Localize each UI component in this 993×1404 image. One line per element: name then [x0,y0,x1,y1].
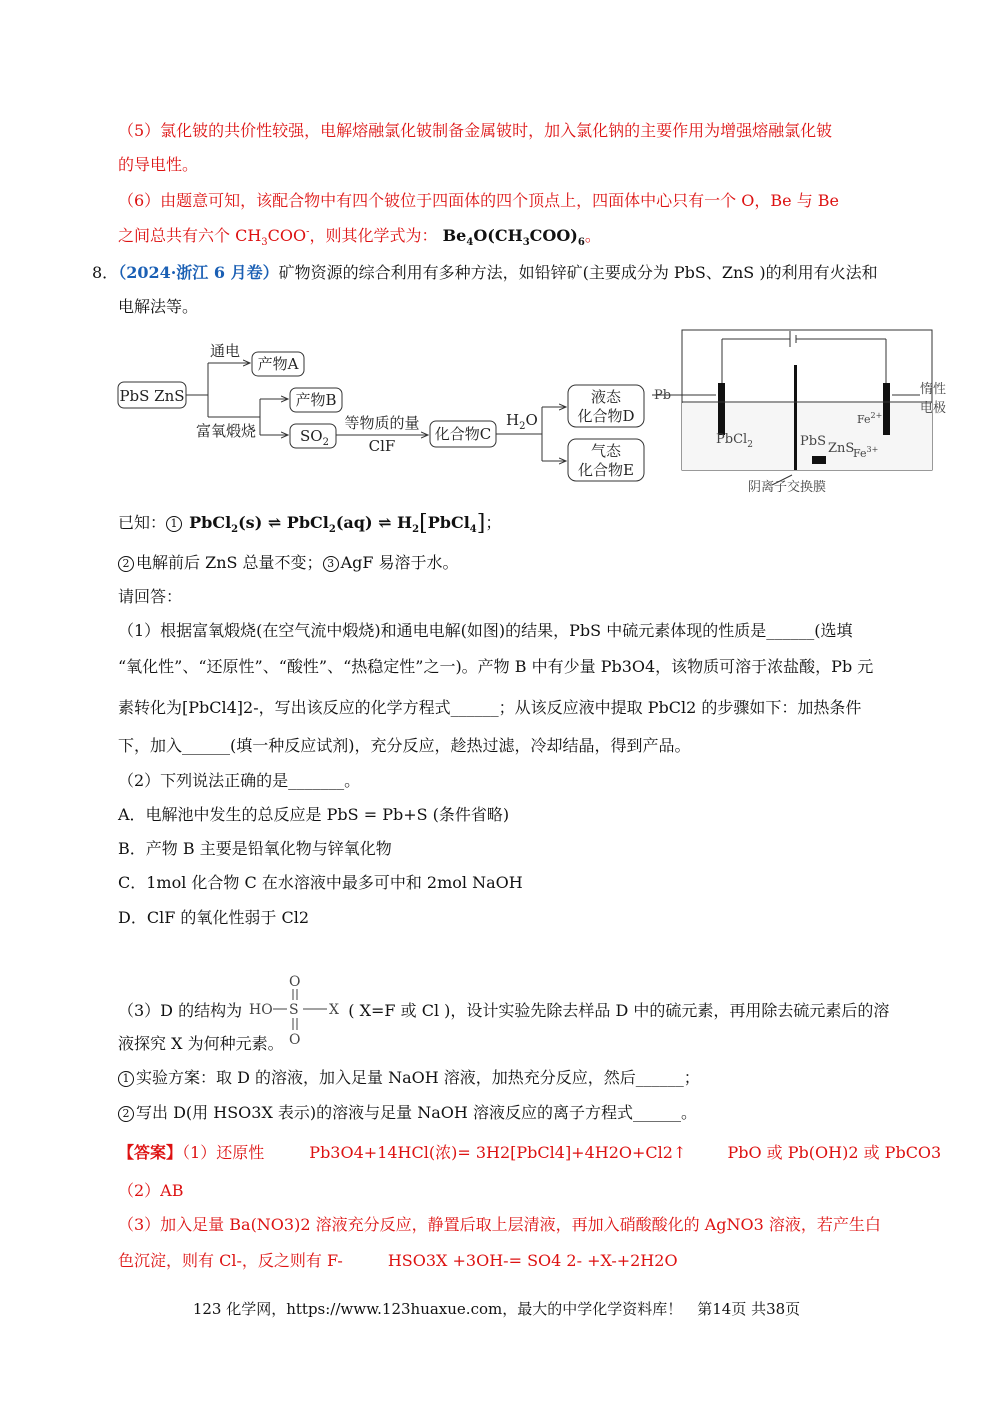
q1-line2: “氧化性”、“还原性”、“酸性”、“热稳定性”之一)。产物 B 中有少量 Pb3O4，该物质可溶于浓盐酸，Pb 元 [118,657,874,676]
answer-3-equation: HSO3X +3OH-= SO4 2- +X-+2H2O [387,1251,678,1270]
process-flowchart [110,335,655,485]
svg-text:H2O: $H_2O$ [506,411,538,432]
q1-line3: 素转化为[PbCl4]2-，写出该反应的化学方程式______；从该反应液中提取 PbCl2 的步骤如下：加热条件 [118,698,862,717]
q1-line1: （1）根据富氧煅烧(在空气流中煅烧)和通电电解(如图)的结果，PbS 中硫元素体现的性质是______(选填 [118,621,853,640]
flow-compoundC-label: 化合物C [434,425,492,443]
cell-pb-label: Pb [654,388,672,403]
svg-text:Fe2+: $Fe^{2+}$ [857,411,883,426]
flow-roast-label: 富氧煅烧 [196,422,257,440]
cell-fe3-label: Fe [853,447,867,460]
answer-1-alt: PbO 或 Pb(OH)2 或 PbCO3 [727,1143,942,1162]
known-item2: 电解前后 ZnS 总量不变； [136,553,323,572]
flow-start-label: PbS ZnS [119,387,185,405]
q2-option-b: B．产物 B 主要是铅氧化物与锌氧化物 [118,839,392,858]
answer-6-line1: （6）由题意可知，该配合物中有四个铍位于四面体的四个顶点上，四面体中心只有一个 O，Be 与 Be [118,191,840,210]
q3-step1-text: 实验方案：取 D 的溶液，加入足量 NaOH 溶液，加热充分反应，然后______； [136,1068,700,1087]
cell-fe2-label: Fe [857,413,871,426]
q2-option-a: A．电解池中发生的总反应是 PbS = Pb+S (条件省略) [118,805,510,824]
q3-post: ( X=F 或 Cl )，设计实验先除去样品 D 中的硫元素，再用除去硫元素后的溶 [348,1001,890,1020]
answer-3-line1: （3）加入足量 Ba(NO3)2 溶液充分反应，静置后取上层清液，再加入硝酸酸化的 AgNO3 溶液，若产生白 [118,1215,881,1234]
struct-s: S [289,1002,299,1018]
flow-gasE-line2: 化合物E [578,461,634,479]
cell-inert-line1: 惰性 [920,382,947,397]
cell-pbs-label: PbS [800,434,826,449]
q3-step1: 1 实验方案：取 D 的溶液，加入足量 NaOH 溶液，加热充分反应，然后______； [118,1067,700,1089]
q2-option-d: D．ClF 的氧化性弱于 Cl2 [118,908,310,927]
q2-stem: （2）下列说法正确的是_______。 [118,771,361,790]
answer-line1 [118,1142,941,1164]
q3-pre: （3）D 的结构为 [118,1001,243,1020]
ask-line: 请回答： [118,587,183,606]
q3-line2: 液探究 X 为何种元素。 [118,1034,284,1053]
answer-6-line2: 之间总共有六个 $CH_3COO^-$，则其化学式为： $Be_4O(CH_3COO)_6$。 [118,226,601,249]
svg-text:SO2: $SO_2$ [300,427,329,448]
question-number: 8． [92,263,119,282]
cell-inert-line2: 电极 [920,401,947,416]
flow-liquidD-line1: 液态 [590,388,622,406]
question-8-line2: 电解法等。 [118,297,199,316]
answer-6-text-b: COO [267,226,307,245]
q2-option-c: C．1mol 化合物 C 在水溶液中最多可中和 2mol NaOH [118,873,523,892]
cell-membrane-label: 阴离子交换膜 [748,480,827,495]
flow-productB-label: 产物B [295,391,337,409]
flow-equal-label: 等物质的量 [344,414,420,432]
cell-zns-label: ZnS [828,441,855,456]
answer-tag: 【答案】 [118,1143,183,1162]
flow-liquidD-line2: 化合物D [577,407,635,425]
page-footer: 123 化学网，https://www.123huaxue.com，最大的中学化学资料库！ 第14页 共38页 [192,1300,801,1318]
flow-so2-label: SO [300,427,323,445]
known-item3: AgF 易溶于水。 [340,553,459,572]
answer-1-equation: Pb3O4+14HCl(浓)= 3H2[PbCl4]+4H2O+Cl2↑ [309,1143,687,1162]
electrolysis-cell-diagram [652,325,957,500]
answer-3-text: 色沉淀，则有 Cl-，反之则有 F- [118,1251,343,1270]
answer-3-line2 [118,1250,678,1272]
known-intro: 已知： [118,513,167,532]
flow-gasE-line1: 气态 [590,442,622,460]
cell-pbcl2-label: PbCl [716,432,748,447]
struct-x: X [329,1002,340,1018]
answer-1: （1）还原性 [182,1143,265,1162]
struct-ho: HO [249,1002,273,1018]
answer-5-line2: 的导电性。 [118,155,199,174]
answer-6-text-c: ，则其化学式为： [309,226,438,245]
question-source: （2024·浙江 6 月卷） [118,263,279,282]
known-item1: PbCl$_2$(s) ⇌ PbCl$_2$(aq) ⇌ $H_2[PbCl_4]$ [189,511,486,536]
q3-step2: 2 写出 D(用 HSO3X 表示)的溶液与足量 NaOH 溶液反应的离子方程式______。 [118,1102,697,1124]
flow-clf-label: ClF [368,437,396,455]
flow-electrolysis-label: 通电 [210,342,241,360]
q1-line4: 下，加入______(填一种反应试剂)，充分反应，趁热过滤，冷却结晶，得到产品。 [118,736,691,755]
struct-o-bottom: O [289,1032,301,1046]
struct-o-top: O [289,974,301,990]
flow-water-label: H [506,411,520,429]
answer-5-line1: （5）氯化铍的共价性较强，电解熔融氯化铍制备金属铍时，加入氯化钠的主要作用为增强熔融氯化铍 [118,121,833,140]
answer-6-end: 。 [584,226,601,245]
svg-text:Fe3+: $Fe^{3+}$ [853,445,879,460]
answer-2: （2）AB [118,1181,184,1200]
answer-6-text-a: 之间总共有六个 CH [118,226,262,245]
q3-step2-text: 写出 D(用 HSO3X 表示)的溶液与足量 NaOH 溶液反应的离子方程式______。 [136,1103,697,1122]
known-line2: 2 电解前后 ZnS 总量不变； 3 AgF 易溶于水。 [118,552,459,574]
flow-productA-label: 产物A [257,355,299,373]
question-8-line1 [92,262,878,284]
svg-text:PbCl2: PbCl$_2$ [716,432,753,450]
known-line1: 已知： 1 PbCl$_2$(s) ⇌ PbCl$_2$(aq) ⇌ $H_2[PbCl_4]$； [118,511,502,536]
answer-6-formula: $Be_4O(CH_3COO)_6$ [442,226,585,249]
question-8-text: 矿物资源的综合利用有多种方法，如铅锌矿(主要成分为 PbS、ZnS )的利用有火法和 [278,263,878,282]
